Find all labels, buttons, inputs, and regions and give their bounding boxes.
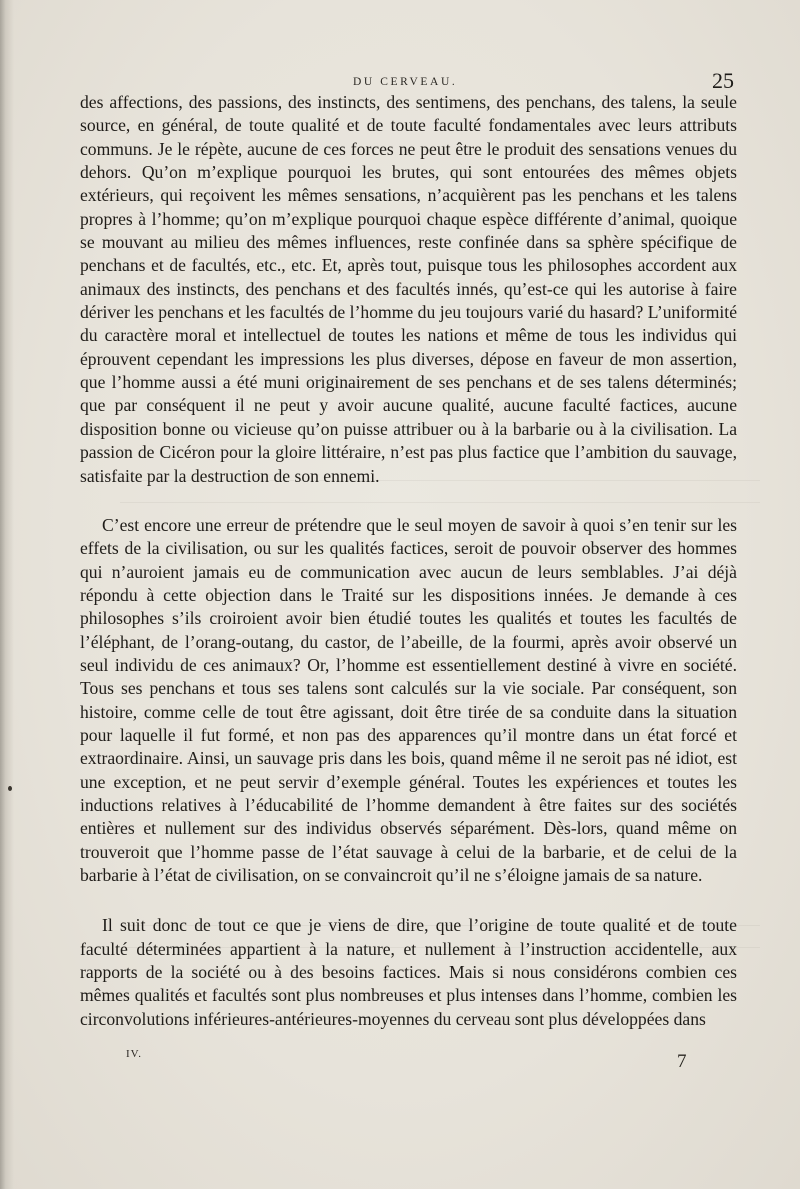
paragraph-3: Il suit donc de tout ce que je viens de dire, que l’origine de toute qualité et de toute faculté déterminées appartient à la nature, et nullement à l’instruction accidentelle, aux rapports de la société ou à des besoins factices. Mais si nous considérons combien ces mêmes qualités et facultés sont plus nombreuses et plus intenses dans l’homme, combien les circonvolutions inférieures-antérieures-moyennes du cerveau sont plus développées dans (80, 915, 737, 1029)
paragraph-1: des affections, des passions, des instincts, des sentimens, des penchans, des talens, la seule source, en général, de toute qualité et de toute faculté fondamentales avec leurs attributs communs. Je le répète, aucune de ces forces ne peut être le produit des sensations venues du dehors. Qu’on m’explique pourquoi les brutes, qui sont entourées des mêmes objets extérieurs, qui reçoivent les mêmes sensations, n’acquièrent pas les penchans et les talens propres à l’homme; qu’on m’explique pourquoi chaque espèce différente d’animal, quoique se mouvant au milieu des mêmes influences, reste confinée dans sa sphère spécifique de penchans et de facultés, etc., etc. Et, après tout, puisque tous les philosophes accordent aux animaux des instincts, des penchans et des facultés innés, qu’est-ce qui les autorise à faire dériver les penchans et les facultés de l’homme du jeu toujours varié du hasard? L’uniformité du caractère moral et intellectuel de toutes les nations et même de tous les individus qui éprouvent cependant les impressions les plus diverses, dépose en faveur de mon assertion, que l’homme aussi a été muni originairement de ses penchans et de ses talens déterminés; que par conséquent il ne peut y avoir aucune qualité, aucune faculté factices, aucune disposition bonne ou vicieuse qu’on puisse attribuer ou à la barbarie ou à la civilisation. La passion de Cicéron pour la gloire littéraire, n’est pas plus factice que l’ambition du sauvage, satisfaite par la destruction de son ennemi. (80, 92, 737, 486)
text-body (80, 91, 737, 1031)
page-number: 25 (712, 68, 734, 93)
signature-mark: IV. (126, 1048, 142, 1060)
sheet-number: 7 (677, 1051, 687, 1072)
spine-shadow (0, 0, 14, 1189)
paragraph-2: C’est encore une erreur de prétendre que le seul moyen de savoir à quoi s’en tenir sur les effets de la civilisation, ou sur les qualités factices, seroit de pouvoir observer des hommes qui n’auroient jamais eu de communication avec aucun de leurs semblables. J’ai déjà répondu à cette objection dans le Traité sur les dispositions innées. Je demande à ces philosophes s’ils croiroient avoir bien étudié toutes les qualités et toutes les facultés de l’éléphant, de l’orang-outang, du castor, de l’abeille, de la fourmi, après avoir observé un seul individu de ces animaux? Or, l’homme est essentiellement destiné à vivre en société. Tous ses penchans et tous ses talens sont calculés sur la vie sociale. Par conséquent, son histoire, comme celle de tout être agissant, doit être tirée de sa conduite dans la situation pour laquelle il fut formé, et non pas des apparences qu’il montre dans un état forcé et extraordinaire. Ainsi, un sauvage pris dans les bois, quand même il ne seroit pas né idiot, est une exception, et ne peut servir d’exemple général. Toutes les expériences et toutes les inductions relatives à l’éducabilité de l’homme demandent à être faites sur des sociétés entières et nullement sur des individus observés séparément. Dès-lors, quand même on trouveroit que l’homme passe de l’état sauvage à celui de la barbarie, et de celui de la barbarie à l’état de civilisation, on se convaincroit qu’il ne s’éloigne jamais de sa nature. (80, 514, 737, 885)
running-title: DU CERVEAU. (353, 76, 458, 88)
ink-speck (8, 786, 12, 791)
